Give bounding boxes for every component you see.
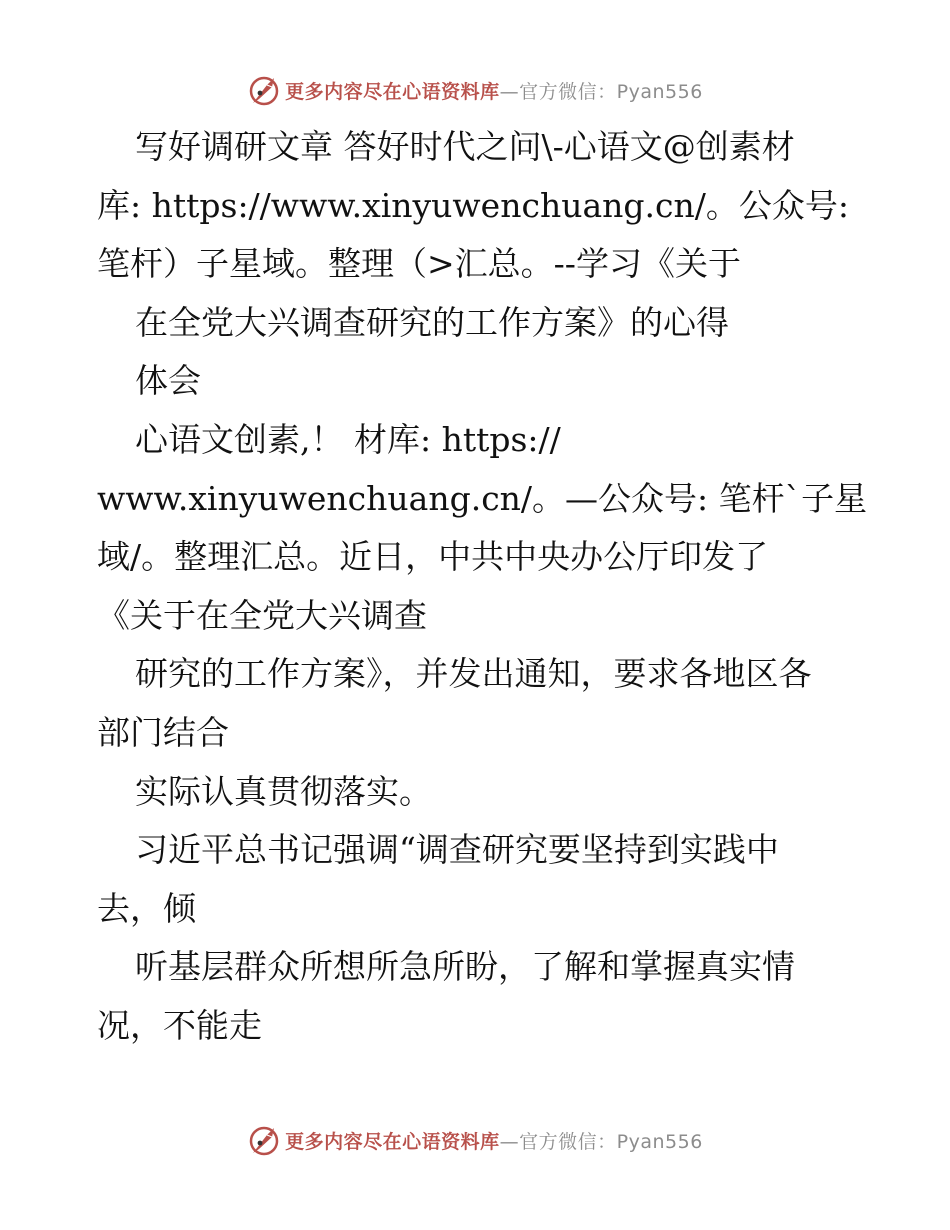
document-body [97, 118, 867, 1056]
header-banner [0, 70, 950, 110]
text-line: 《关于在全党大兴调查 [97, 595, 427, 635]
text-line: 听基层群众所想所急所盼，了解和掌握真实情 [135, 947, 795, 987]
text-line: 库: https://www.xinyuwenchuang.cn/。公众号: [97, 185, 849, 225]
text-line: 实际认真贯彻落实。 [135, 771, 432, 811]
text-line: www.xinyuwenchuang.cn/。—公众号: 笔杆`子星 [97, 478, 867, 518]
text-line: 去，倾 [97, 888, 196, 928]
text-line: 体会 [135, 361, 201, 401]
banner-wechat-text: —官方微信：Pyan556 [499, 1130, 703, 1153]
text-line: 部门结合 [97, 712, 229, 752]
text-line: 况，不能走 [97, 1005, 262, 1045]
text-line: 域/。整理汇总。近日，中共中央办公厅印发了 [97, 537, 769, 577]
text-line: 研究的工作方案》，并发出通知，要求各地区各 [135, 654, 812, 694]
text-line: 笔杆）子星域。整理（>汇总。--学习《关于 [97, 244, 741, 284]
text-line: 心语文创素,！ 材库: https:// [135, 419, 561, 459]
text-line: 在全党大兴调查研究的工作方案》的心得 [135, 302, 729, 342]
banner-main-text: 更多内容尽在心语资料库 [285, 80, 500, 103]
banner-wechat-text: —官方微信：Pyan556 [499, 80, 703, 103]
footer-banner [0, 1120, 950, 1160]
banner-main-text: 更多内容尽在心语资料库 [285, 1130, 500, 1153]
quill-logo-icon [247, 73, 281, 107]
text-line: 写好调研文章 答好时代之问\-心语文@创素材 [135, 127, 795, 166]
quill-logo-icon [247, 1123, 281, 1157]
text-line: 习近平总书记强调“调查研究要坚持到实践中 [135, 830, 779, 870]
